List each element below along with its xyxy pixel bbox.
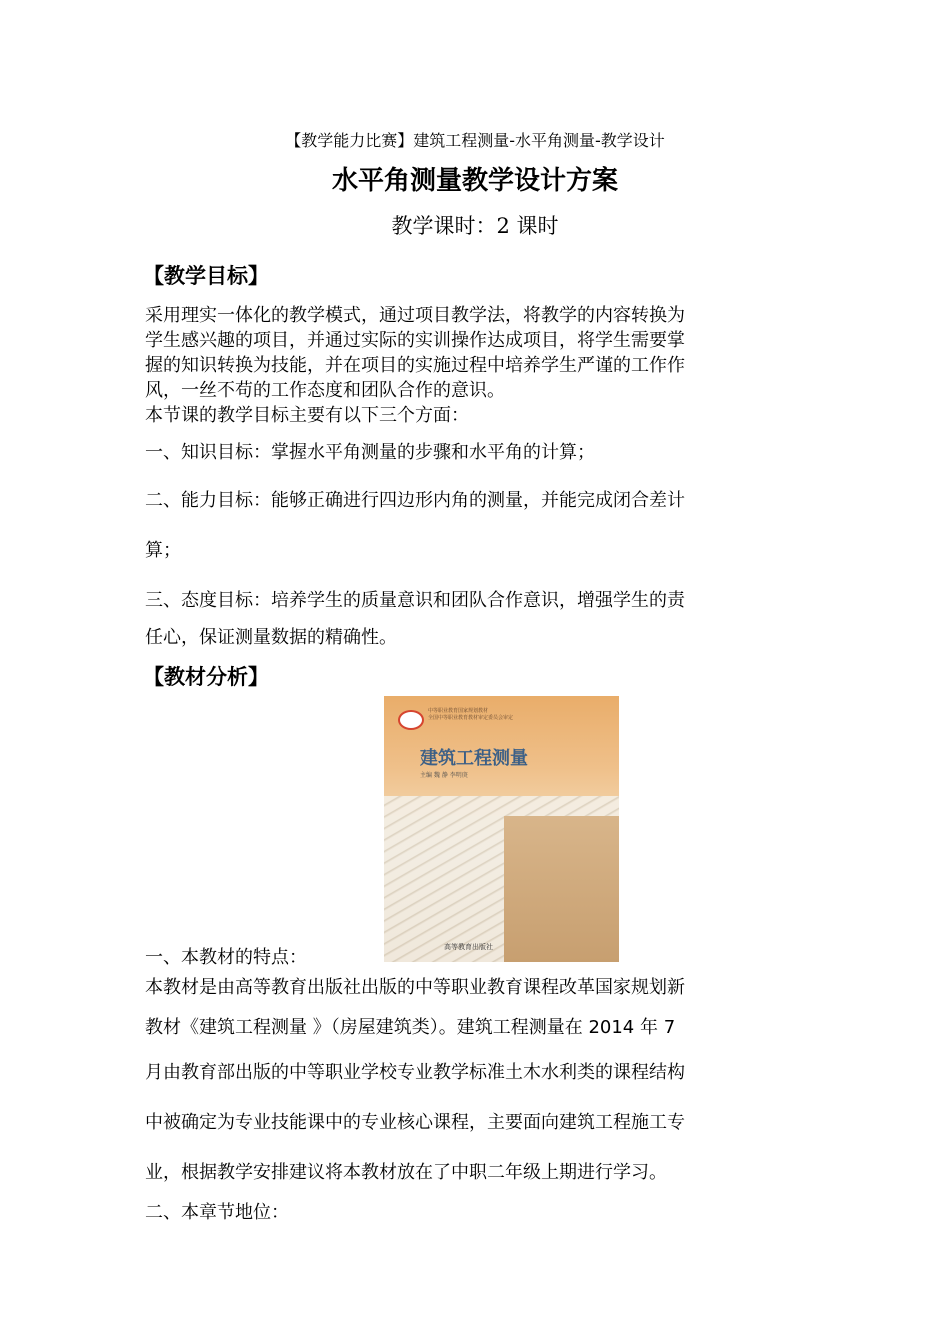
cover-authors: 主编 魏 静 李明庚	[420, 772, 468, 779]
lesson-hours: 教学课时：2 课时	[391, 214, 559, 238]
goal-attitude-prefix: 三、态度目标：	[145, 590, 271, 611]
goal-ability-line-2: 算；	[145, 540, 181, 561]
goals-heading: 【教学目标】	[143, 264, 269, 288]
material-heading: 【教材分析】	[143, 665, 269, 689]
document-title: 水平角测量教学设计方案	[331, 166, 618, 196]
goal-knowledge	[145, 438, 595, 464]
cover-series-line-2: 全国中等职业教育教材审定委员会审定	[428, 715, 514, 721]
material-line-4: 中被确定为专业技能课中的专业核心课程，主要面向建筑工程施工专	[145, 1112, 685, 1133]
cover-series-text	[428, 708, 513, 722]
material-line-1: 本教材是由高等教育出版社出版的中等职业教育课程改革国家规划新	[145, 977, 685, 998]
goals-para-line-3: 握的知识转换为技能，并在项目的实施过程中培养学生严谨的工作作	[145, 355, 685, 376]
goal-knowledge-label: 知识目标：	[181, 442, 271, 463]
goal-attitude-text: 培养学生的质量意识和团队合作意识，增强学生的责	[271, 590, 685, 611]
goal-attitude-line-2: 任心，保证测量数据的精确性。	[145, 627, 397, 648]
goals-para-line-5: 本节课的教学目标主要有以下三个方面：	[145, 405, 469, 426]
document-subtitle: 【教学能力比赛】建筑工程测量-水平角测量-教学设计	[285, 131, 665, 150]
textbook-cover-image	[384, 696, 619, 962]
position-label: 二、本章节地位：	[145, 1202, 289, 1223]
goals-para-line-1: 采用理实一体化的教学模式，通过项目教学法，将教学的内容转换为	[145, 305, 685, 326]
material-line-5: 业，根据教学安排建议将本教材放在了中职二年级上期进行学习。	[145, 1162, 667, 1183]
goal-ability-line-1: 二、能力目标：能够正确进行四边形内角的测量，并能完成闭合差计	[145, 490, 685, 511]
goal-attitude-line-1	[145, 586, 685, 612]
material-line-2-part-b: 建筑工程测量在 2014 年 7	[456, 1017, 676, 1038]
goals-para-line-4: 风，一丝不苟的工作态度和团队合作的意识。	[145, 380, 505, 401]
material-line-2-part-a: 教材《建筑工程测量 》（房屋建筑类）。	[145, 1017, 457, 1038]
publisher-logo-icon	[398, 710, 424, 730]
material-line-3: 月由教育部出版的中等职业学校专业教学标准土木水利类的课程结构	[145, 1062, 685, 1083]
cover-ground-photo	[504, 816, 619, 962]
goals-para-line-2: 学生感兴趣的项目，并通过实际的实训操作达成项目，将学生需要掌	[145, 330, 685, 351]
cover-title: 建筑工程测量	[420, 748, 528, 769]
goal-knowledge-text: 掌握水平角测量的步骤和水平角的计算；	[271, 442, 595, 463]
feature-label: 一、本教材的特点：	[145, 947, 307, 968]
cover-series-line-1: 中等职业教育国家规划教材	[428, 708, 489, 714]
material-line-2	[145, 1013, 675, 1039]
goal-knowledge-prefix: 一、	[145, 442, 181, 463]
cover-publisher: 高等教育出版社	[444, 943, 493, 951]
